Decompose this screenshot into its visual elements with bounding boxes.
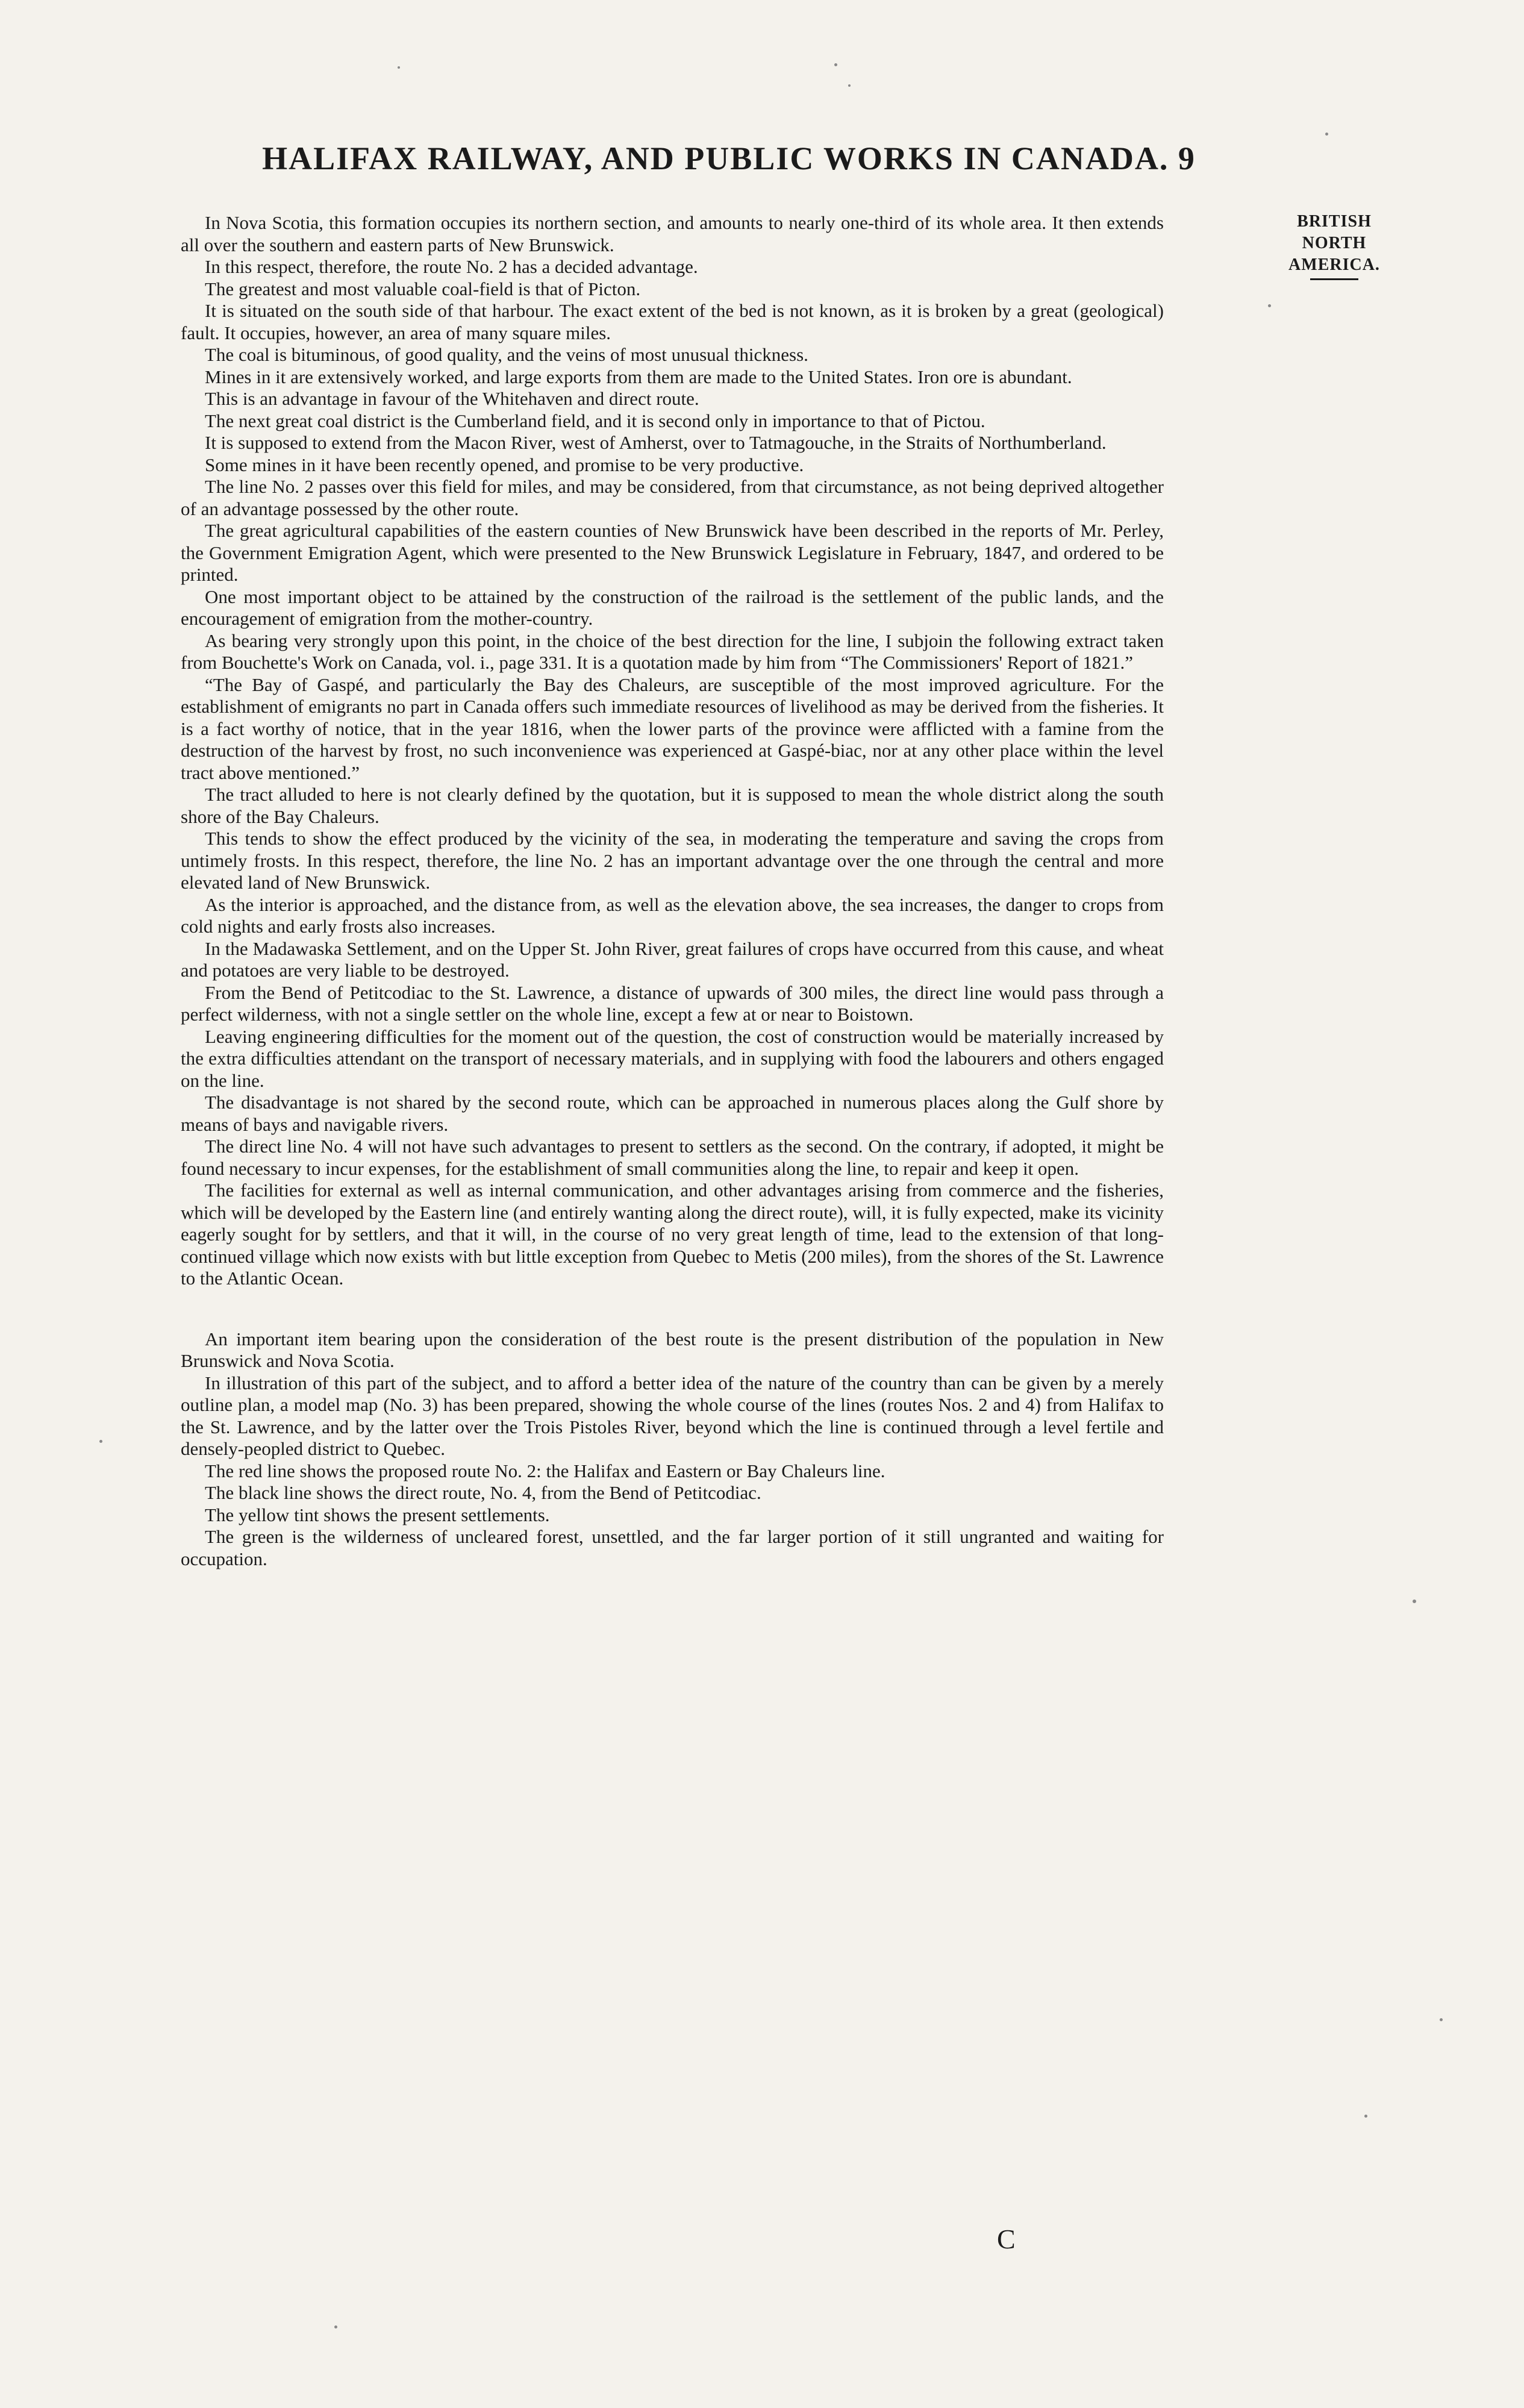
- scan-speck: [1364, 2115, 1367, 2118]
- paragraph: As bearing very strongly upon this point, in the choice of the best direction for the line, I subjoin the following extract taken from Bouchette's Work on Canada, vol. i., page 331. It is a quotation made by him from “The Commissioners' Report of 1821.”: [181, 630, 1164, 673]
- signature-mark: C: [997, 2224, 1016, 2254]
- page-title: HALIFAX RAILWAY, AND PUBLIC WORKS IN CANADA. 9: [262, 140, 1196, 177]
- paragraph: This tends to show the effect produced by the vicinity of the sea, in moderating the temperature and saving the crops from untimely frosts. In this respect, therefore, the line No. 2 has an important advantage over the one through the central and more elevated land of New Brunswick.: [181, 828, 1164, 893]
- paragraph: The greatest and most valuable coal-field is that of Picton.: [205, 278, 641, 299]
- scan-speck: [834, 63, 837, 66]
- paragraph: The line No. 2 passes over this field for miles, and may be considered, from that circumstance, as not being deprived altogether of an advantage possessed by the other route.: [181, 476, 1164, 519]
- scan-speck: [1268, 304, 1271, 307]
- scan-speck: [1413, 1600, 1416, 1603]
- paragraph: The disadvantage is not shared by the second route, which can be approached in numerous places along the Gulf shore by means of bays and navigable rivers.: [181, 1092, 1164, 1135]
- paragraph: From the Bend of Petitcodiac to the St. Lawrence, a distance of upwards of 300 miles, the direct line would pass through a perfect wilderness, with not a single settler on the whole line, except a few at or near to Boistown.: [181, 981, 1164, 1025]
- paragraph: In illustration of this part of the subject, and to afford a better idea of the nature of the country than can be given by a merely outline plan, a model map (No. 3) has been prepared, showing the whole course of the lines (routes Nos. 2 and 4) from Halifax to the St. Lawrence, and by the latter over the Trois Pistoles River, beyond which the line is continued through a level fertile and densely-peopled district to Quebec.: [181, 1372, 1164, 1459]
- paragraph: The coal is bituminous, of good quality, and the veins of most unusual thickness.: [205, 344, 808, 365]
- paragraph: It is supposed to extend from the Macon River, west of Amherst, over to Tatmagouche, in the Straits of Northumberland.: [205, 432, 1107, 453]
- paragraph: The red line shows the proposed route No. 2: the Halifax and Eastern or Bay Chaleurs line.: [205, 1460, 885, 1481]
- scan-speck: [398, 66, 400, 69]
- paragraph: One most important object to be attained by the construction of the railroad is the settlement of the public lands, and the encouragement of emigration from the mother-country.: [181, 586, 1164, 629]
- paragraph: Mines in it are extensively worked, and large exports from them are made to the United States. Iron ore is abundant.: [205, 366, 1072, 387]
- paragraph: An important item bearing upon the consideration of the best route is the present distribution of the population in New Brunswick and Nova Scotia.: [181, 1328, 1164, 1371]
- margin-note-line-2: NORTH AMERICA.: [1288, 234, 1380, 274]
- scan-speck: [1440, 2018, 1443, 2021]
- paragraph: It is situated on the south side of that harbour. The exact extent of the bed is not known, as it is broken by a great (geological) fault. It occupies, however, an area of many square miles.: [181, 300, 1164, 343]
- margin-note: [1256, 211, 1413, 280]
- margin-note-line-1: BRITISH: [1297, 212, 1372, 231]
- paragraph: The direct line No. 4 will not have such advantages to present to settlers as the second. On the contrary, if adopted, it might be found necessary to incur expenses, for the establishment of small communities along the line, to repair and keep it open.: [181, 1136, 1164, 1179]
- paragraph: The facilities for external as well as internal communication, and other advantages arising from commerce and the fisheries, which will be developed by the Eastern line (and entirely wanting along the direct route), will, it is fully expected, make its vicinity eagerly sought for by settlers, and that it will, in the course of no very great length of time, lead to the extension of that long-continued village which now exists with but little exception from Quebec to Metis (200 miles), from the shores of the St. Lawrence to the Atlantic Ocean.: [181, 1180, 1164, 1289]
- paragraph: In this respect, therefore, the route No. 2 has a decided advantage.: [205, 256, 698, 277]
- paragraph: As the interior is approached, and the distance from, as well as the elevation above, the sea increases, the danger to crops from cold nights and early frosts also increases.: [181, 893, 1164, 937]
- quotation-paragraph: “The Bay of Gaspé, and particularly the Bay des Chaleurs, are susceptible of the most improved agriculture. For the establishment of emigrants no part in Canada offers such immediate resources of livelihood as may be derived from the fisheries. It is a fact worthy of notice, that in the year 1816, when the lower parts of the province were afflicted with a famine from the destruction of the harvest by frost, no such inconvenience was experienced at Gaspé-biac, nor at any other place within the level tract above mentioned.”: [181, 674, 1164, 783]
- paragraph: The next great coal district is the Cumberland field, and it is second only in importance to that of Pictou.: [205, 410, 985, 431]
- paragraph: The yellow tint shows the present settlements.: [205, 1504, 550, 1525]
- scan-speck: [99, 1440, 102, 1443]
- paragraph: In the Madawaska Settlement, and on the Upper St. John River, great failures of crops have occurred from this cause, and wheat and potatoes are very liable to be destroyed.: [181, 937, 1164, 981]
- paragraph: The great agricultural capabilities of the eastern counties of New Brunswick have been described in the reports of Mr. Perley, the Government Emigration Agent, which were presented to the New Brunswick Legislature in February, 1847, and ordered to be printed.: [181, 520, 1164, 585]
- paragraph: Leaving engineering difficulties for the moment out of the question, the cost of construction would be materially increased by the extra difficulties attendant on the transport of necessary materials, and in supplying with food the labourers and others engaged on the line.: [181, 1025, 1164, 1091]
- paragraph: The green is the wilderness of uncleared forest, unsettled, and the far larger portion of it still ungranted and waiting for occupation.: [181, 1526, 1164, 1569]
- body-text: [181, 212, 1164, 1570]
- scan-speck: [334, 2325, 337, 2328]
- paragraph: Some mines in it have been recently opened, and promise to be very productive.: [205, 454, 804, 475]
- margin-note-rule: [1310, 278, 1358, 280]
- paragraph: This is an advantage in favour of the Whitehaven and direct route.: [205, 388, 699, 409]
- paragraph: The tract alluded to here is not clearly defined by the quotation, but it is supposed to mean the whole district along the south shore of the Bay Chaleurs.: [181, 784, 1164, 827]
- scan-speck: [848, 84, 851, 87]
- paragraph: The black line shows the direct route, No. 4, from the Bend of Petitcodiac.: [205, 1482, 761, 1503]
- paragraph: In Nova Scotia, this formation occupies its northern section, and amounts to nearly one-third of its whole area. It then extends all over the southern and eastern parts of New Brunswick.: [181, 212, 1164, 255]
- scan-speck: [1325, 133, 1328, 136]
